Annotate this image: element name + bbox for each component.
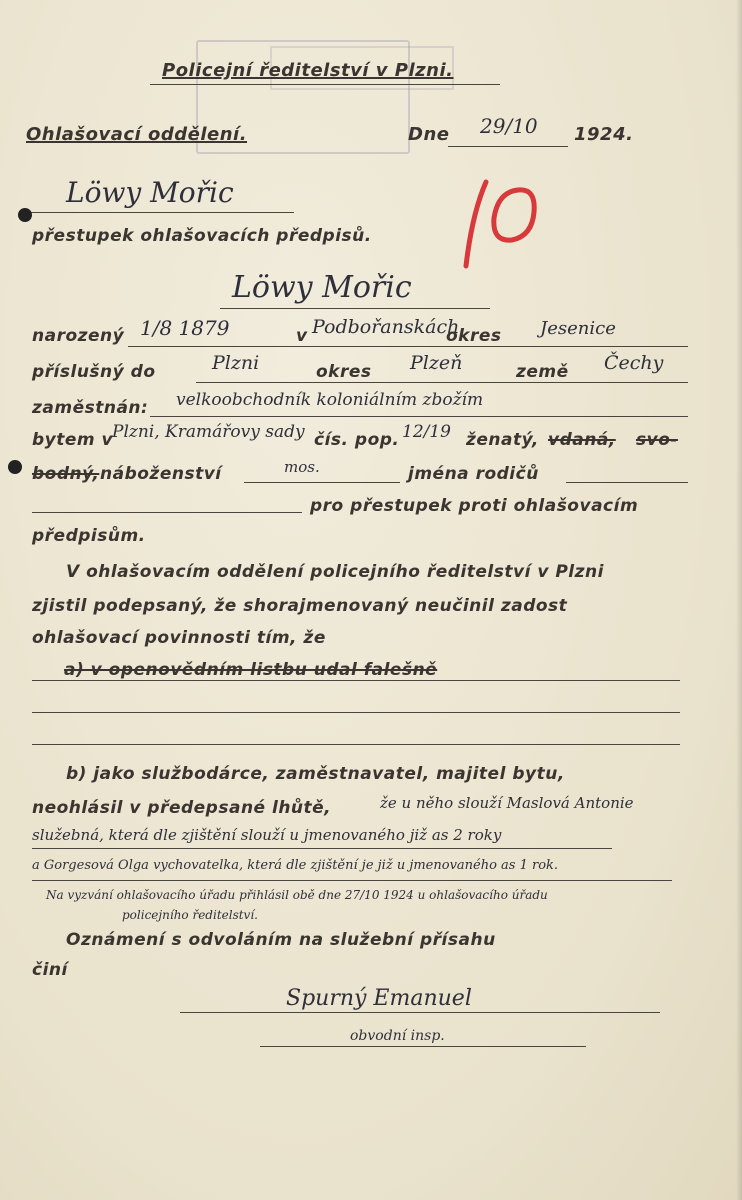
date-value: 29/10 bbox=[480, 114, 538, 138]
district2-value: Plzeň bbox=[410, 352, 463, 374]
born-value: 1/8 1879 bbox=[140, 316, 230, 340]
person-name-rule bbox=[220, 308, 490, 309]
document-title: Policejní ředitelství v Plzni. bbox=[162, 60, 454, 81]
blank-rule-2 bbox=[32, 744, 680, 745]
punch-hole-middle bbox=[8, 460, 22, 474]
land-label: země bbox=[516, 362, 569, 382]
item-b-line-3-handwritten: služebná, která dle zjištění slouží u jmenovaného již as 2 roky bbox=[32, 826, 502, 844]
born-rule bbox=[128, 346, 688, 347]
item-b-line-2-handwritten: že u něho slouží Maslová Antonie bbox=[380, 794, 634, 812]
parents-continued-rule bbox=[32, 512, 302, 513]
land-value: Čechy bbox=[604, 352, 664, 374]
belongs-label: příslušný do bbox=[32, 362, 156, 382]
item-a: a) v openovědním listbu udal falešně bbox=[64, 660, 438, 680]
closing-line-2: činí bbox=[32, 960, 68, 980]
item-b-line-6-handwritten: policejního ředitelství. bbox=[122, 908, 258, 922]
employed-label: zaměstnán: bbox=[32, 398, 149, 418]
born-place-value: Podbořanskách bbox=[312, 316, 460, 338]
signature-name: Spurný Emanuel bbox=[286, 986, 472, 1011]
offence-title: přestupek ohlašovacích předpisů. bbox=[32, 226, 372, 246]
subject-name-rule bbox=[30, 212, 294, 213]
religion-value: mos. bbox=[284, 458, 320, 476]
widowed-label: vdaná, bbox=[548, 430, 616, 450]
item-b-line-4-rule bbox=[32, 880, 672, 881]
date-rule bbox=[448, 146, 568, 147]
parents-label: jména rodičů bbox=[408, 464, 539, 484]
red-grade-mark bbox=[458, 174, 548, 274]
house-label: čís. pop. bbox=[314, 430, 400, 450]
department-label: Ohlašovací oddělení. bbox=[26, 124, 248, 145]
religion-label: náboženství bbox=[100, 464, 222, 484]
item-b-line-1: b) jako službodárce, zaměstnavatel, majitel bytu, bbox=[66, 764, 565, 784]
paragraph-1-line-2: zjistil podepsaný, že shorajmenovaný neučinil zadost bbox=[32, 596, 568, 616]
page-edge-shadow bbox=[736, 0, 742, 1200]
paragraph-1-line-3: ohlašovací povinnosti tím, že bbox=[32, 628, 326, 648]
signature-title: obvodní insp. bbox=[350, 1028, 445, 1044]
person-name: Löwy Mořic bbox=[232, 270, 412, 305]
item-b-line-2: neohlásil v předepsané lhůtě, bbox=[32, 798, 332, 818]
residing-label: bytem v bbox=[32, 430, 114, 450]
district2-label: okres bbox=[316, 362, 372, 382]
single-label-a: svo- bbox=[636, 430, 678, 450]
married-label: ženatý, bbox=[466, 430, 539, 450]
item-a-rule bbox=[32, 680, 680, 681]
single-label-b: bodný, bbox=[32, 464, 100, 484]
date-label: Dne bbox=[408, 124, 450, 145]
blank-rule-1 bbox=[32, 712, 680, 713]
paragraph-1-line-1: V ohlašovacím oddělení policejního ředitelství v Plzni bbox=[66, 562, 604, 582]
date-year: 1924. bbox=[574, 124, 634, 145]
residing-value: Plzni, Kramářovy sady bbox=[112, 422, 305, 442]
closing-line-1: Oznámení s odvoláním na služební přísahu bbox=[66, 930, 496, 950]
religion-rule bbox=[244, 482, 400, 483]
offence-line-2: předpisům. bbox=[32, 526, 146, 546]
district-label: okres bbox=[446, 326, 502, 346]
house-value: 12/19 bbox=[402, 422, 451, 442]
subject-name: Löwy Mořic bbox=[66, 176, 234, 209]
belongs-rule bbox=[196, 382, 688, 383]
employed-value: velkoobchodník koloniálním zbožím bbox=[176, 390, 484, 410]
item-b-line-4-handwritten: a Gorgesová Olga vychovatelka, která dle zjištění je již u jmenovaného as 1 rok. bbox=[32, 858, 559, 873]
belongs-value: Plzni bbox=[212, 352, 260, 374]
signature-title-rule bbox=[260, 1046, 586, 1047]
item-b-line-3-rule bbox=[32, 848, 612, 849]
parents-rule bbox=[566, 482, 688, 483]
item-b-line-5-handwritten: Na vyzvání ohlašovacího úřadu přihlásil obě dne 27/10 1924 u ohlašovacího úřadu bbox=[46, 888, 548, 902]
offence-line: pro přestupek proti ohlašovacím bbox=[310, 496, 639, 516]
employed-rule bbox=[150, 416, 688, 417]
district-value: Jesenice bbox=[540, 318, 616, 339]
born-place-label: v bbox=[296, 326, 308, 346]
title-rule bbox=[150, 84, 500, 85]
punch-hole-top bbox=[18, 208, 32, 222]
signature-rule bbox=[180, 1012, 660, 1013]
born-label: narozený bbox=[32, 326, 125, 346]
